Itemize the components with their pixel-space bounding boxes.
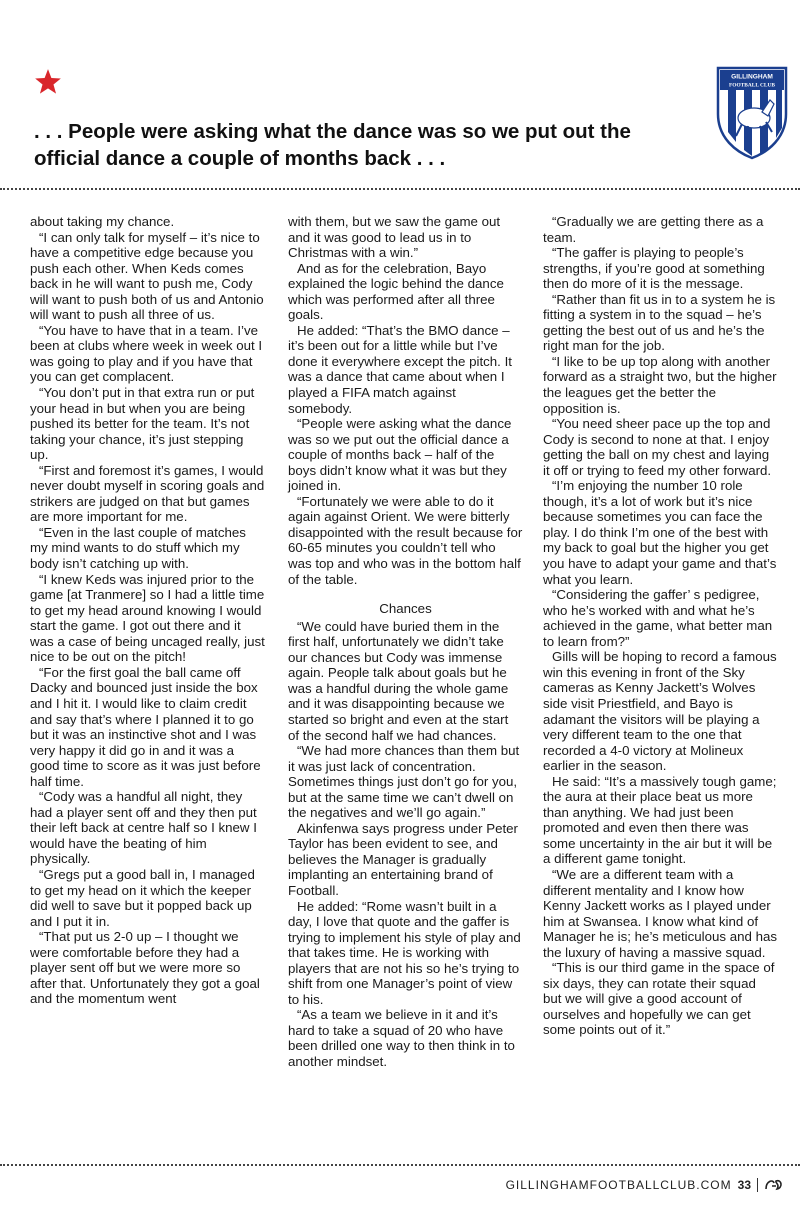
gfc-monogram-icon bbox=[764, 1178, 784, 1192]
paragraph: “The gaffer is playing to people’s strengths, if you’re good at something then do more of it is the message. bbox=[543, 245, 765, 292]
gillingham-crest-icon bbox=[716, 66, 788, 160]
paragraph: He added: “Rome wasn’t built in a day, I love that quote and the gaffer is trying to implement his style of play and that takes time. He is working with players that are not his so he’s trying to shift from one Manager’s point of view to his. bbox=[288, 898, 521, 1007]
paragraph: “Fortunately we were able to do it again against Orient. We were bitterly disappointed with the result because for 60-65 minutes you couldn’t tell who was top and who was in the bottom half of the table. bbox=[288, 493, 523, 587]
page-footer bbox=[506, 1178, 784, 1192]
paragraph: with them, but we saw the game out and it was good to lead us in to Christmas with a win.” bbox=[288, 214, 501, 261]
paragraph: “We are a different team with a different mentality and I know how Kenny Jackett works as I played under him at Swansea. I know what kind of Manager he is; he’s meticulous and has the luxury of having a massive squad. bbox=[543, 866, 778, 960]
subheading-chances: Chances bbox=[379, 601, 432, 617]
paragraph: “As a team we believe in it and it’s hard to take a squad of 20 who have been drilled one way to then think in to another mindset. bbox=[288, 1007, 515, 1069]
paragraph: “People were asking what the dance was so we put out the official dance a couple of months back – half of the boys didn’t know what it was but they joined in. bbox=[288, 416, 512, 494]
article-column-1 bbox=[30, 214, 265, 1007]
dotted-divider-top bbox=[0, 188, 800, 190]
paragraph: “You don’t put in that extra run or put your head in but when you are being pushed its better for the team. It’s not taking your chance, it’s just stepping up. bbox=[30, 385, 255, 463]
pull-quote-line1: . . . People were asking what the dance was so we put out the bbox=[34, 120, 631, 143]
pull-quote-line2: official dance a couple of months back . . . bbox=[34, 147, 446, 170]
paragraph: “Gradually we are getting there as a team. bbox=[543, 214, 764, 245]
paragraph: “We could have buried them in the first half, unfortunately we didn’t take our chances but Cody was immense again. People talk about goals but he was a handful during the whole game and it was disappointing because we started so bright and even at the start of the second half we had chances. bbox=[288, 618, 509, 743]
crest-line1: GILLINGHAM bbox=[731, 73, 773, 81]
paragraph: “I’m enjoying the number 10 role though, it’s a lot of work but it’s nice because sometimes you can face the play. I do think I’m one of the best with my back to goal but the higher you get you have to adapt your game and that’s what you learn. bbox=[543, 478, 777, 587]
article-column-2 bbox=[288, 214, 523, 1070]
dotted-divider-bottom bbox=[0, 1164, 800, 1166]
paragraph: “Even in the last couple of matches my mind wants to do stuff which my body isn’t catching up with. bbox=[30, 524, 246, 572]
paragraph: about taking my chance. bbox=[30, 214, 175, 229]
crest-line2: FOOTBALL CLUB bbox=[729, 82, 775, 89]
paragraph: “You have to have that in a team. I’ve been at clubs where week in week out I was going to play and if you have that you can get complacent. bbox=[30, 322, 263, 385]
footer-website: GILLINGHAMFOOTBALLCLUB.COM bbox=[505, 1178, 732, 1192]
paragraph: Gills will be hoping to record a famous win this evening in front of the Sky cameras as Kenny Jackett’s Wolves side visit Priestfield, and Bayo is adamant the visitors will be playing a very different team to the one that recorded a 4-0 victory at Molineux earlier in the season. bbox=[543, 649, 777, 774]
red-star-icon bbox=[34, 68, 62, 96]
paragraph: “I like to be up top along with another forward as a straight two, but the higher the leagues get the better the opposition is. bbox=[543, 353, 777, 416]
footer-separator bbox=[757, 1178, 758, 1192]
paragraph: “This is our third game in the space of six days, they can rotate their squad but we will give a good account of ourselves and hopefully we can get some points out of it.” bbox=[543, 960, 775, 1038]
paragraph: “Gregs put a good ball in, I managed to get my head on it which the keeper did well to save but it popped back up and I put it in. bbox=[30, 866, 255, 929]
paragraph: “First and foremost it’s games, I would never doubt myself in scoring goals and strikers are judged on that but games are more important for me. bbox=[30, 462, 265, 525]
paragraph: “That put us 2-0 up – I thought we were comfortable before they had a player sent off but we were more so after that. Unfortunately they got a goal and the momentum went bbox=[30, 929, 260, 1007]
paragraph: Akinfenwa says progress under Peter Taylor has been evident to see, and believes the Manager is gradually implanting an entertaining brand of Football. bbox=[288, 820, 518, 898]
paragraph: “For the first goal the ball came off Dacky and bounced just inside the box and I hit it. I would like to claim credit and say that’s where I planned it to go but it was an instinctive shot and I was very happy it did go in and it was a good time to score as it was just before half time. bbox=[30, 664, 261, 789]
paragraph: He added: “That’s the BMO dance – it’s been out for a little while but I’ve done it everywhere except the pitch. It was a dance that came about when I played a FIFA match against somebody. bbox=[288, 322, 512, 416]
paragraph: “You need sheer pace up the top and Cody is second to none at that. I enjoy getting the ball on my chest and laying it off or trying to feed my other forward. bbox=[543, 416, 772, 478]
paragraph: “We had more chances than them but it was just lack of concentration. Sometimes things just don’t go for you, but at the same time we can’t dwell on the negatives and we’ll go again.” bbox=[288, 743, 520, 821]
paragraph: “Rather than fit us in to a system he is fitting a system in to the squad – he’s getting the best out of us and he’s the right man for the job. bbox=[543, 291, 776, 354]
pull-quote bbox=[34, 118, 694, 172]
page-number: 33 bbox=[737, 1178, 751, 1192]
paragraph: “Considering the gaffer’ s pedigree, who he’s worked with and what he’s achieved in the game, what better man to learn from?” bbox=[543, 587, 773, 649]
paragraph: “I can only talk for myself – it’s nice to have a competitive edge because you push each other. When Keds comes back in he will want to push me, Cody will want to push both of us and Antonio will want to push all three of us. bbox=[30, 229, 264, 323]
paragraph: “Cody was a handful all night, they had a player sent off and they then put their left back at centre half so I knew I would have the beating of him physically. bbox=[30, 789, 257, 867]
article-column-3 bbox=[543, 214, 778, 1038]
paragraph: And as for the celebration, Bayo explained the logic behind the dance which was performed after all three goals. bbox=[288, 260, 504, 323]
paragraph: “I knew Keds was injured prior to the game [at Tranmere] so I had a little time to get my head around knowing I would start the game. I got out there and it was a case of being uncaged really, just nice to be out on the pitch! bbox=[30, 571, 265, 665]
paragraph: He said: “It’s a massively tough game; the aura at their place beat us more than anything. We had just been promoted and even then there was some uncertainty in the air but it will be a different game tonight. bbox=[543, 773, 777, 867]
